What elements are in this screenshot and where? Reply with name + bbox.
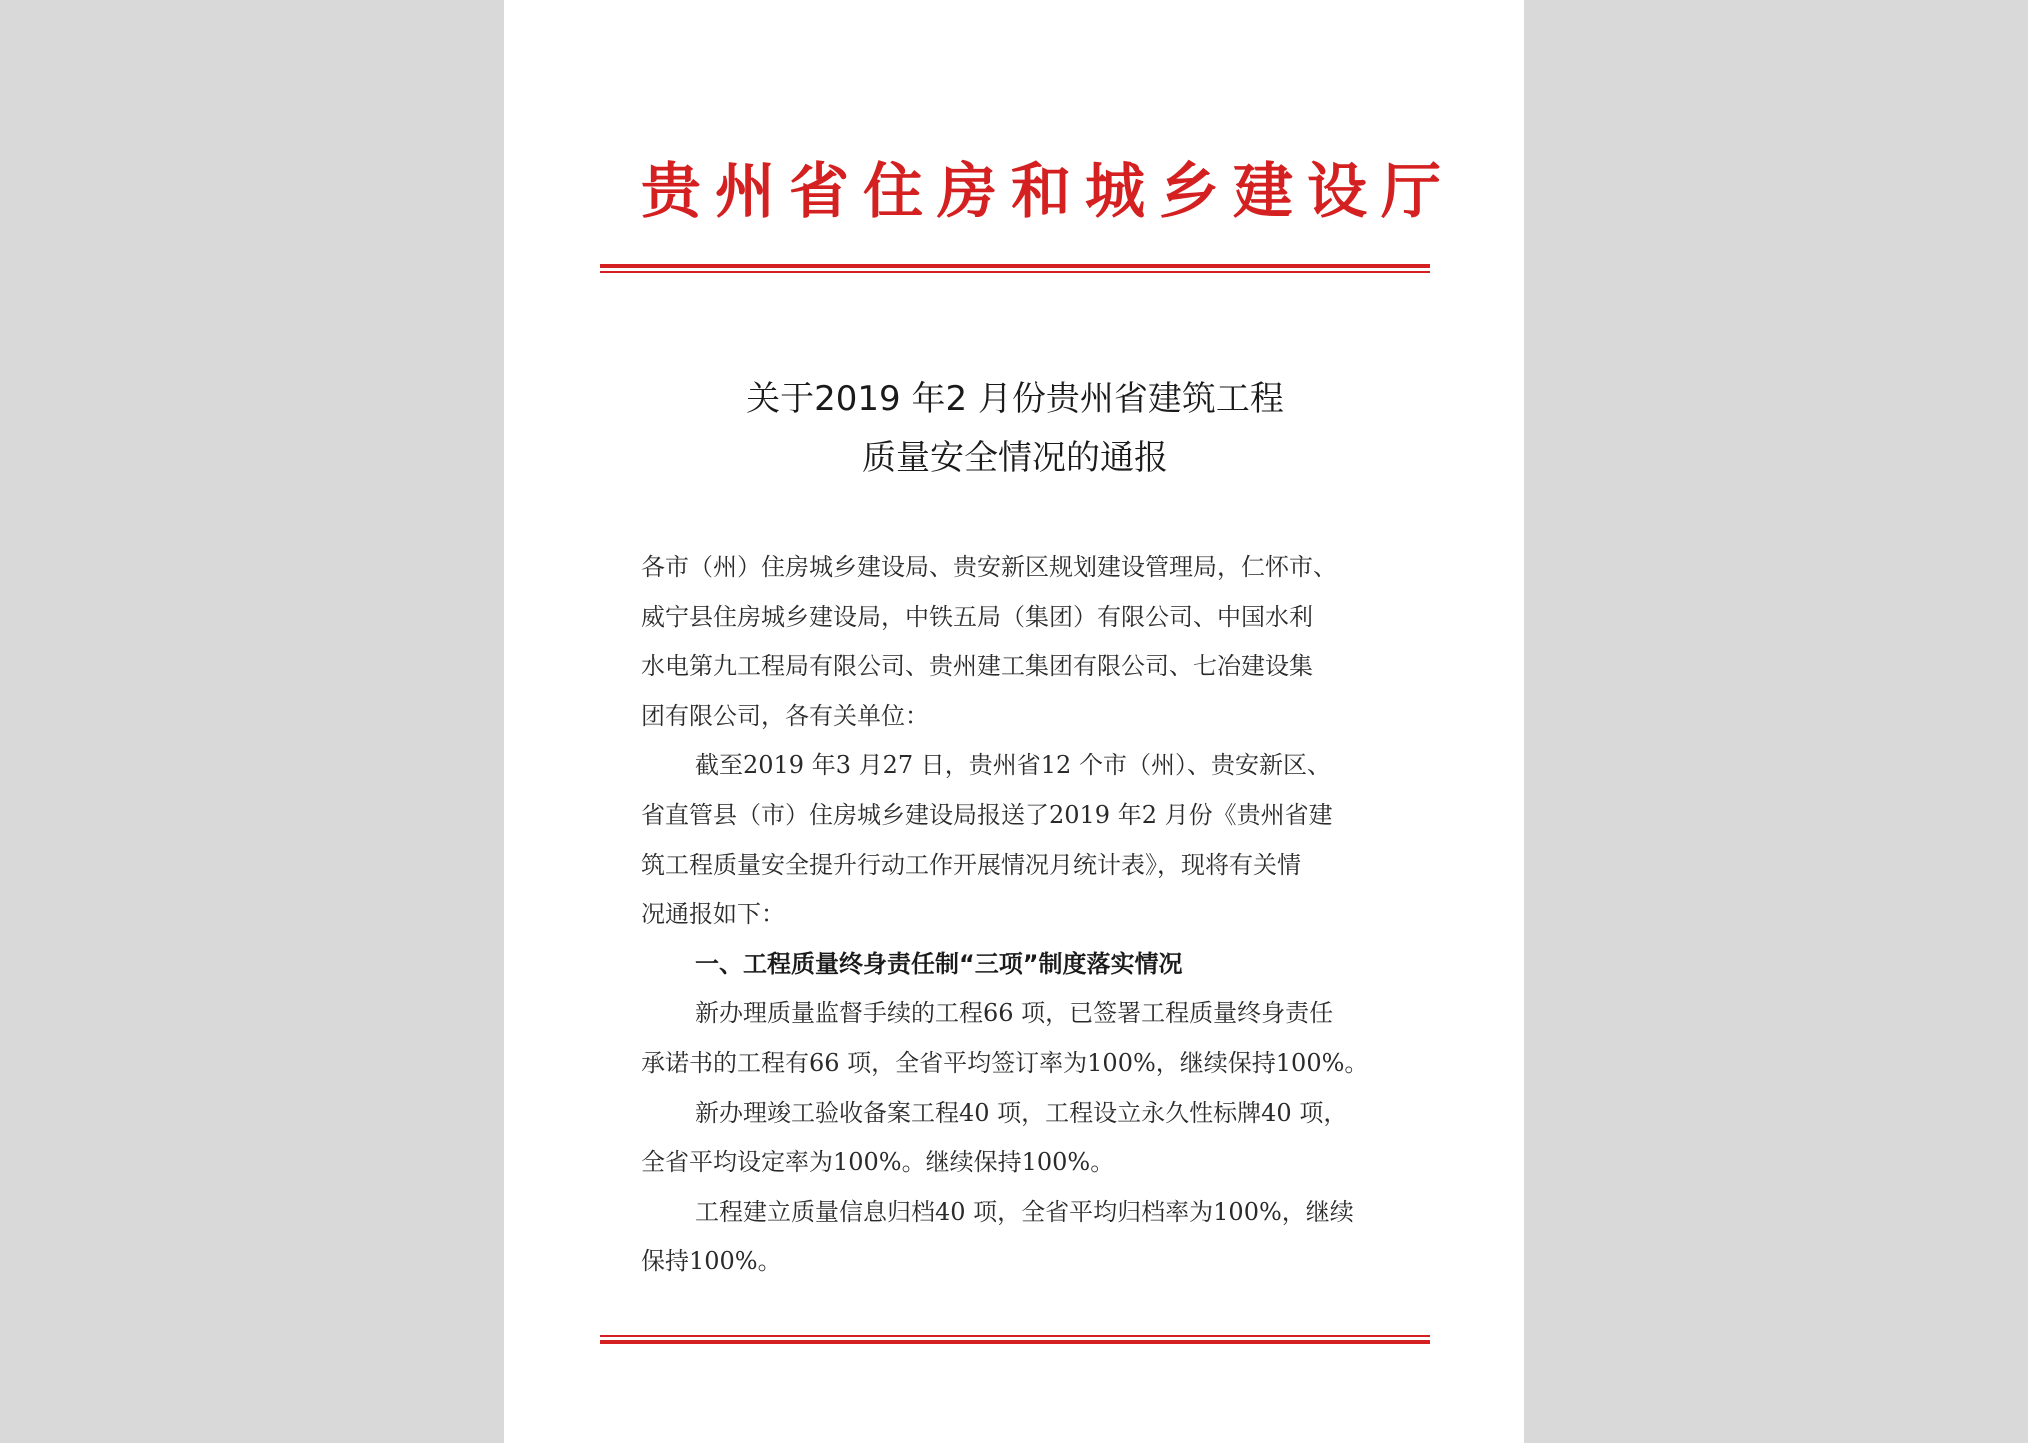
body-line: 况通报如下： <box>641 900 785 929</box>
body-line: 省直管县（市）住房城乡建设局报送了2019 年2 月份《贵州省建 <box>641 800 1333 829</box>
body-line: 各市（州）住房城乡建设局、贵安新区规划建设管理局，仁怀市、 <box>641 553 1337 581</box>
footer-red-rule-thin <box>600 1335 1430 1337</box>
document-title-line-1: 关于2019 年2 月份贵州省建筑工程 <box>746 379 1284 419</box>
body-line: 保持100%。 <box>641 1247 782 1276</box>
body-line: 新办理质量监督手续的工程66 项，已签署工程质量终身责任 <box>695 999 1334 1028</box>
body-line: 全省平均设定率为100%。继续保持100%。 <box>641 1148 1115 1177</box>
body-line: 新办理竣工验收备案工程40 项，工程设立永久性标牌40 项， <box>695 1098 1348 1127</box>
body-line: 团有限公司，各有关单位： <box>641 701 929 730</box>
body-line: 水电第九工程局有限公司、贵州建工集团有限公司、七冶建设集 <box>641 652 1313 681</box>
header-red-rule-thin <box>600 271 1430 273</box>
body-line: 筑工程质量安全提升行动工作开展情况月统计表》，现将有关情 <box>641 850 1301 879</box>
document-title-line-2: 质量安全情况的通报 <box>862 438 1168 478</box>
section-heading: 一、工程质量终身责任制“三项”制度落实情况 <box>695 949 1183 978</box>
body-line: 工程建立质量信息归档40 项，全省平均归档率为100%，继续 <box>695 1197 1354 1226</box>
body-line: 截至2019 年3 月27 日，贵州省12 个市（州）、贵安新区、 <box>695 751 1331 780</box>
body-line: 承诺书的工程有66 项，全省平均签订率为100%，继续保持100%。 <box>641 1048 1369 1077</box>
body-line: 威宁县住房城乡建设局，中铁五局（集团）有限公司、中国水利 <box>641 602 1313 631</box>
agency-letterhead: 贵州省住房和城乡建设厅 <box>641 157 1455 227</box>
document-body <box>641 548 1403 1292</box>
header-red-rule <box>600 264 1430 268</box>
document-page <box>504 0 1524 1443</box>
footer-red-rule <box>600 1340 1430 1344</box>
